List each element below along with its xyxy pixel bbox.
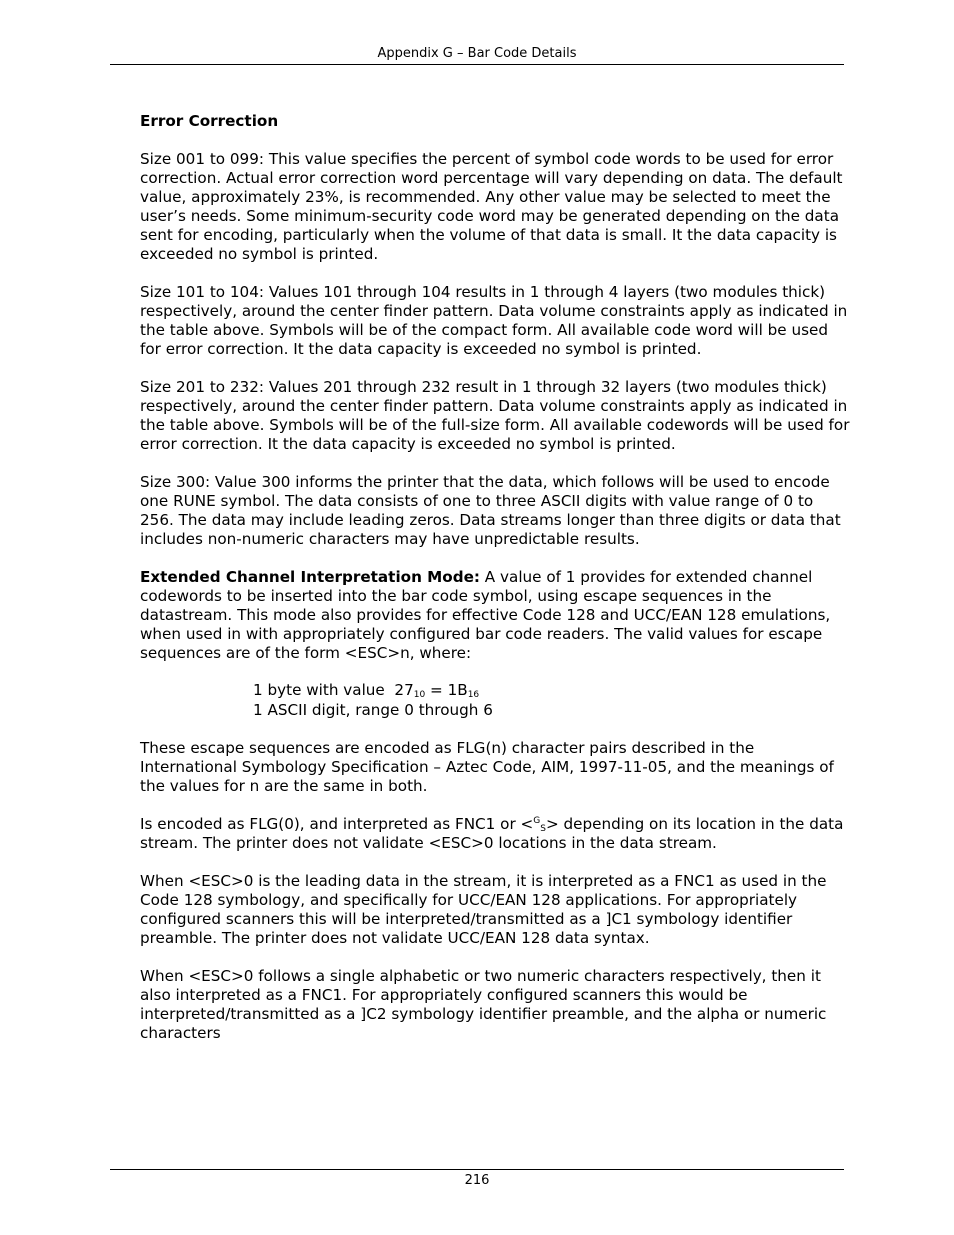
paragraph-size-101-104: Size 101 to 104: Values 101 through 104 results in 1 through 4 layers (two modules thick) respectively, around the center finder pattern. Data volume constraints apply as indicated in the table above. Symbols will be of the compact form. All available code word will be used for error correction. It the data capacity is exceeded no symbol is printed. [140, 283, 848, 358]
paragraph-flg0-encoding [140, 815, 850, 853]
page-body [140, 112, 850, 1062]
escape-value-list [253, 680, 850, 720]
page-number: 216 [464, 1173, 490, 1188]
byte-value-base-16: 16 [467, 690, 480, 700]
flg0-suffix: > depending on its location in the data stream. The printer does not validate <ESC>0 locations in the data stream. [140, 815, 844, 852]
paragraph-size-300: Size 300: Value 300 informs the printer that the data, which follows will be used to encode one RUNE symbol. The data consists of one to three ASCII digits with value range of 0 to 256. The data may include leading zeros. Data streams longer than three digits or data that includes non-numeric characters may have unpredictable results. [140, 473, 841, 548]
running-header: Appendix G – Bar Code Details [377, 46, 577, 61]
footer-divider [110, 1169, 844, 1170]
paragraph-esc0-follows: When <ESC>0 follows a single alphabetic or two numeric characters respectively, then it also interpreted as a FNC1. For appropriately configured scanners this would be interpreted/transmitted as a ]C2 symbology identifier preamble, and the alpha or numeric characters [140, 967, 827, 1042]
byte-value-prefix: 1 byte with value 27 [253, 681, 414, 699]
section-heading-error-correction: Error Correction [140, 112, 279, 130]
paragraph-eci-mode [140, 568, 850, 663]
eci-mode-text: A value of 1 provides for extended channel codewords to be inserted into the bar code symbol, using escape sequences in the datastream. This mode also provides for effective Code 128 and UCC/EAN 128 emulations, when used in with appropriately configured bar code readers. The valid values for escape sequences are of the form <ESC>n, where: [140, 568, 831, 662]
paragraph-size-001-099: Size 001 to 099: This value specifies the percent of symbol code words to be used for error correction. Actual error correction word percentage will vary depending on data. The default value, approximately 23%, is recommended. Any other value may be selected to meet the user’s needs. Some minimum-security code word may be generated depending on the data sent for encoding, particularly when the volume of that data is small. It the data capacity is exceeded no symbol is printed. [140, 150, 843, 263]
paragraph-esc0-leading: When <ESC>0 is the leading data in the stream, it is interpreted as a FNC1 as used in the Code 128 symbology, and specifically for UCC/EAN 128 applications. For appropriately configured scanners this will be interpreted/transmitted as a ]C1 symbology identifier preamble. The printer does not validate UCC/EAN 128 data syntax. [140, 872, 827, 947]
byte-value-line [253, 680, 850, 700]
paragraph-size-201-232: Size 201 to 232: Values 201 through 232 result in 1 through 32 layers (two modules thick) respectively, around the center finder pattern. Data volume constraints apply as indicated in the table above. Symbols will be of the full-size form. All available codewords will be used for error correction. It the data capacity is exceeded no symbol is printed. [140, 378, 850, 453]
paragraph-escape-sequences: These escape sequences are encoded as FLG(n) character pairs described in the International Symbology Specification – Aztec Code, AIM, 1997-11-05, and the meanings of the values for n are the same in both. [140, 739, 834, 795]
ascii-digit-line: 1 ASCII digit, range 0 through 6 [253, 701, 493, 719]
byte-value-hex: = 1B [425, 681, 468, 699]
eci-mode-label: Extended Channel Interpretation Mode: [140, 568, 480, 586]
gs-subscript: S [540, 824, 546, 834]
gs-superscript: G [533, 816, 541, 826]
flg0-prefix: Is encoded as FLG(0), and interpreted as FNC1 or < [140, 815, 534, 833]
byte-value-base-10: 10 [413, 690, 426, 700]
header-divider [110, 64, 844, 65]
